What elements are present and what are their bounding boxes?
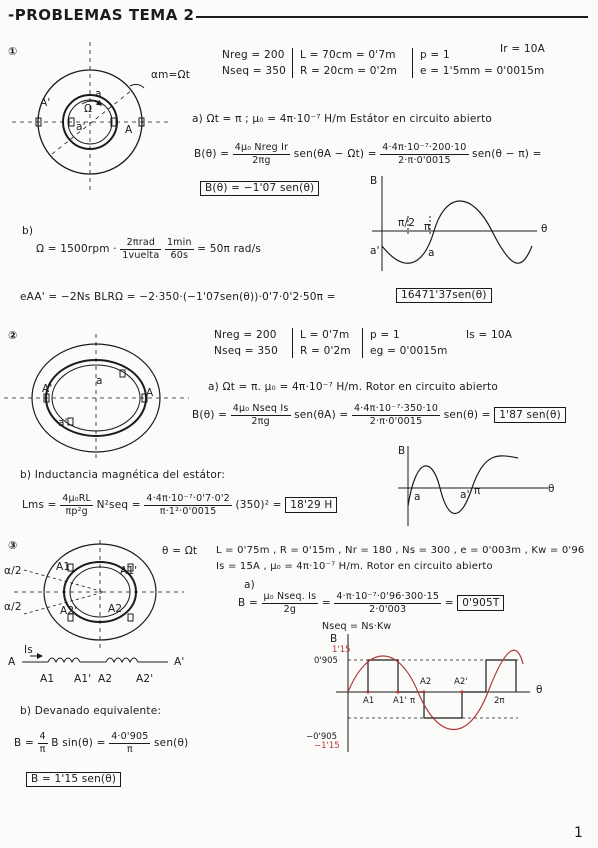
p2-eq-frac2-num: 4·4π·10⁻⁷·350·10 <box>353 403 439 414</box>
p3-eq-frac1 <box>262 592 319 614</box>
p1-graph-theta: θ <box>541 223 548 235</box>
p1-label-omega: Ω <box>84 103 93 115</box>
p3-eq-lhs: B = <box>238 597 258 609</box>
p1-ir: Ir = 10A <box>500 43 546 55</box>
p1-b-frac2-num: 1min <box>166 237 192 248</box>
p2-lms-frac1 <box>60 494 93 516</box>
p1-b-omega: Ω = 1500rpm · <box>36 243 117 255</box>
p3-eqb-frac1 <box>38 732 48 754</box>
p2-eq-mid: sen(θA) = <box>294 409 349 421</box>
p1-label-A-prime: A' <box>40 97 51 109</box>
p3-graph-x-A1: A1 <box>363 696 375 706</box>
p2-lms-mid: N²seq = <box>96 499 141 511</box>
p3-eq-frac1-num: μ₀ Nseq. Is <box>263 591 317 602</box>
p1-eq-frac2 <box>380 143 468 165</box>
p2-eq <box>192 404 566 426</box>
p1-sep-2 <box>412 48 413 78</box>
p3-nseq-note: Nseq = Ns·Kw <box>322 621 392 632</box>
p2-R: R = 0'2m <box>300 345 351 357</box>
p2-is: Is = 10A <box>466 329 513 341</box>
p1-label-a: a <box>95 88 102 100</box>
p1-eq-frac1 <box>233 143 291 165</box>
p2-nreg: Nreg = 200 <box>214 329 277 341</box>
p1-b-frac2-den: 60s <box>170 249 189 261</box>
p1-label-a-prime: a' <box>76 121 86 133</box>
page-number: 1 <box>574 825 583 841</box>
p1-R: R = 20cm = 0'2m <box>300 65 398 77</box>
p2-graph-B: B <box>398 445 406 457</box>
p3-graph-x-A2: A2 <box>420 677 432 687</box>
p1-b-label: b) <box>22 225 34 237</box>
p1-nreg: Nreg = 200 <box>222 49 285 61</box>
p2-lms-lhs: Lms = <box>22 499 57 511</box>
p1-nseq: Nseq = 350 <box>222 65 286 77</box>
p3-eq <box>238 592 504 614</box>
p2-eq-rhs: sen(θ) = <box>443 409 491 421</box>
p3-eq-equals: = <box>321 597 331 609</box>
p3-coil-label-A2p: A2' <box>136 673 154 685</box>
p1-b-eq <box>36 238 261 260</box>
p2-result-box: 1'87 sen(θ) <box>494 407 566 423</box>
p2-lms-frac1-num: 4μ₀RL <box>62 493 92 504</box>
p2-machine-diagram <box>24 340 174 460</box>
p3-eqb-frac2 <box>109 732 150 754</box>
p2-lms-frac2 <box>144 494 232 516</box>
p3-eq-equals-2: = <box>444 597 454 609</box>
p2-label-a: a <box>96 375 103 387</box>
p3-eqb-frac1-den: π <box>39 743 46 755</box>
p2-eq-frac1-den: 2πg <box>251 415 270 427</box>
p1-result-box: B(θ) = −1'07 sen(θ) <box>200 181 319 196</box>
p3-b-statement: b) Devanado equivalente: <box>20 705 162 717</box>
p3-eqb-mid: B sin(θ) = <box>51 737 106 749</box>
p1-eq-rhs: sen(θ − π) = <box>472 148 542 160</box>
p1-graph-B: B <box>370 175 378 187</box>
p3-graph-x-2pi: 2π <box>494 696 505 706</box>
p3-label-A1: A1 <box>56 561 71 573</box>
p3-label-A2-prime: A2' <box>60 605 78 617</box>
p3-coil-label-A1p: A1' <box>74 673 92 685</box>
p3-eqb <box>14 732 188 754</box>
p3-data-line-1: L = 0'75m , R = 0'15m , Nr = 180 , Ns = 300 , e = 0'003m , Kw = 0'96 <box>216 545 585 556</box>
p3-graph-x-A1p: A1' <box>393 696 407 706</box>
p1-b-frac1 <box>120 238 161 260</box>
p1-e-result-box: 16471'37sen(θ) <box>396 288 492 303</box>
p3-eq-frac2-num: 4·π·10⁻⁷·0'96·300·15 <box>336 591 440 602</box>
p3-angle-label: θ = Ωt <box>162 545 198 557</box>
p1-graph-a: a <box>428 247 435 259</box>
p2-lms-frac2-num: 4·4π·10⁻⁷·0'7·0'2 <box>146 493 230 504</box>
p2-eg: eg = 0'0015m <box>370 345 448 357</box>
p3-alpha-top: α/2 <box>4 565 22 577</box>
p2-label-a-prime: a' <box>58 417 68 429</box>
p2-eq-frac1 <box>231 404 291 426</box>
p3-label-A1-prime: A1' <box>120 565 138 577</box>
p3-eq-frac2-den: 2·0'003 <box>369 603 407 615</box>
p3-eqb-lhs: B = <box>14 737 34 749</box>
p2-lms-frac1-den: πp²g <box>65 505 88 517</box>
p2-lms-sq: (350)² = <box>235 499 282 511</box>
p2-label-A: A <box>146 387 154 399</box>
p2-eq-frac2-den: 2·π·0'0015 <box>369 415 423 427</box>
p2-eq-frac2 <box>352 404 440 426</box>
p1-a-statement: a) Ωt = π ; μ₀ = 4π·10⁻⁷ H/m Estátor en circuito abierto <box>192 113 493 125</box>
p2-lms-frac2-den: π·1²·0'0015 <box>159 505 217 517</box>
p2-graph-theta: θ <box>548 483 555 495</box>
p2-L: L = 0'7m <box>300 329 350 341</box>
p1-e-eq: eAA' = −2Ns BLRΩ = −2·350·(−1'07sen(θ))·0'7·0'2·50π = <box>20 291 336 303</box>
p3-coil-label-A2: A2 <box>98 673 113 685</box>
p1-eq <box>194 143 542 165</box>
p3-graph-theta: θ <box>536 684 543 696</box>
p3-graph-y-top-red: 1'15 <box>332 645 351 655</box>
p1-label-A: A <box>125 124 133 136</box>
p1-eq-frac2-num: 4·4π·10⁻⁷·200·10 <box>382 142 467 153</box>
p2-graph-pi: π <box>474 485 481 497</box>
p1-p: p = 1 <box>420 49 450 61</box>
p2-eq-frac1-num: 4μ₀ Nseq Is <box>232 403 289 414</box>
p1-b-frac1-num: 2πrad <box>120 238 161 250</box>
p2-p: p = 1 <box>370 329 400 341</box>
p1-graph-pi2: π/2 <box>398 217 416 229</box>
p3-eqb-frac2-num: 4·0'905 <box>111 731 149 742</box>
p3-graph-B: B <box>330 633 338 645</box>
p3-coil-label-A1: A1 <box>40 673 55 685</box>
p3-graph-y-top: 0'905 <box>314 656 338 666</box>
p3-result-box: 0'905T <box>457 595 504 611</box>
page-title: -PROBLEMAS TEMA 2 <box>8 6 195 24</box>
p2-graph-a-prime: a' <box>460 489 470 501</box>
p3-graph-y-bot: −0'905 <box>306 732 338 742</box>
p3-coil-A: A <box>8 656 16 668</box>
p3-coil-A-prime: A' <box>174 656 185 668</box>
p2-b-statement: b) Inductancia magnética del estátor: <box>20 469 226 481</box>
p3-a-label: a) <box>244 579 255 591</box>
p3-graph-y-bot-red: −1'15 <box>314 741 340 751</box>
problem-2-number: ② <box>8 329 18 342</box>
p1-b-frac2 <box>165 238 194 260</box>
p3-data-line-2: Is = 15A , μ₀ = 4π·10⁻⁷ H/m. Rotor en circuito abierto <box>216 561 493 572</box>
p1-eq-frac1-num: 4μ₀ Nreg Ir <box>234 142 289 153</box>
p3-graph-x-pi: π <box>410 696 416 706</box>
p3-graph-x-A2p: A2' <box>454 677 468 687</box>
p1-L: L = 70cm = 0'7m <box>300 49 396 61</box>
p1-sep-1 <box>292 48 293 78</box>
p2-lms-result-box: 18'29 H <box>285 497 337 513</box>
p1-machine-diagram <box>22 42 172 192</box>
problem-1-number: ① <box>8 45 18 58</box>
p3-square-wave-graph <box>318 634 538 754</box>
p3-eqb-rhs: sen(θ) <box>154 737 189 749</box>
p1-e: e = 1'5mm = 0'0015m <box>420 65 545 77</box>
p1-eq-frac2-den: 2·π·0'0015 <box>398 154 451 166</box>
p3-eqb-frac1-num: 4 <box>39 731 46 742</box>
title-underline <box>196 16 588 18</box>
p2-label-A-prime: A' <box>42 383 53 395</box>
p1-eq-frac1-den: 2πg <box>252 154 271 166</box>
p1-b-result: = 50π rad/s <box>197 243 262 255</box>
p2-sep-2 <box>362 328 363 358</box>
p1-angle-label: αm=Ωt <box>151 69 191 81</box>
p1-eq-lhs: B(θ) = <box>194 148 230 160</box>
p2-nseq: Nseq = 350 <box>214 345 278 357</box>
p3-coil-is: Is <box>24 644 33 656</box>
p2-lms-eq <box>22 494 337 516</box>
p3-eqb-frac2-den: π <box>126 743 133 755</box>
p3-alpha-bottom: α/2 <box>4 601 22 613</box>
problem-3-number: ③ <box>8 539 18 552</box>
p1-graph-a-prime: a' <box>370 245 380 257</box>
p2-sep-1 <box>292 328 293 358</box>
p3-eq-frac1-den: 2g <box>283 603 297 615</box>
p1-b-frac1-den: 1vuelta <box>122 249 160 261</box>
p2-a-statement: a) Ωt = π. μ₀ = 4π·10⁻⁷ H/m. Rotor en circuito abierto <box>208 381 498 393</box>
p3-label-A2: A2 <box>108 603 123 615</box>
p3-result-b-box: B = 1'15 sen(θ) <box>26 772 121 787</box>
p2-graph-a: a <box>414 491 421 503</box>
p1-eq-mid: sen(θA − Ωt) = <box>293 148 377 160</box>
p1-graph-pi: π <box>424 221 431 233</box>
p3-eq-frac2 <box>334 592 441 614</box>
p2-eq-lhs: B(θ) = <box>192 409 228 421</box>
